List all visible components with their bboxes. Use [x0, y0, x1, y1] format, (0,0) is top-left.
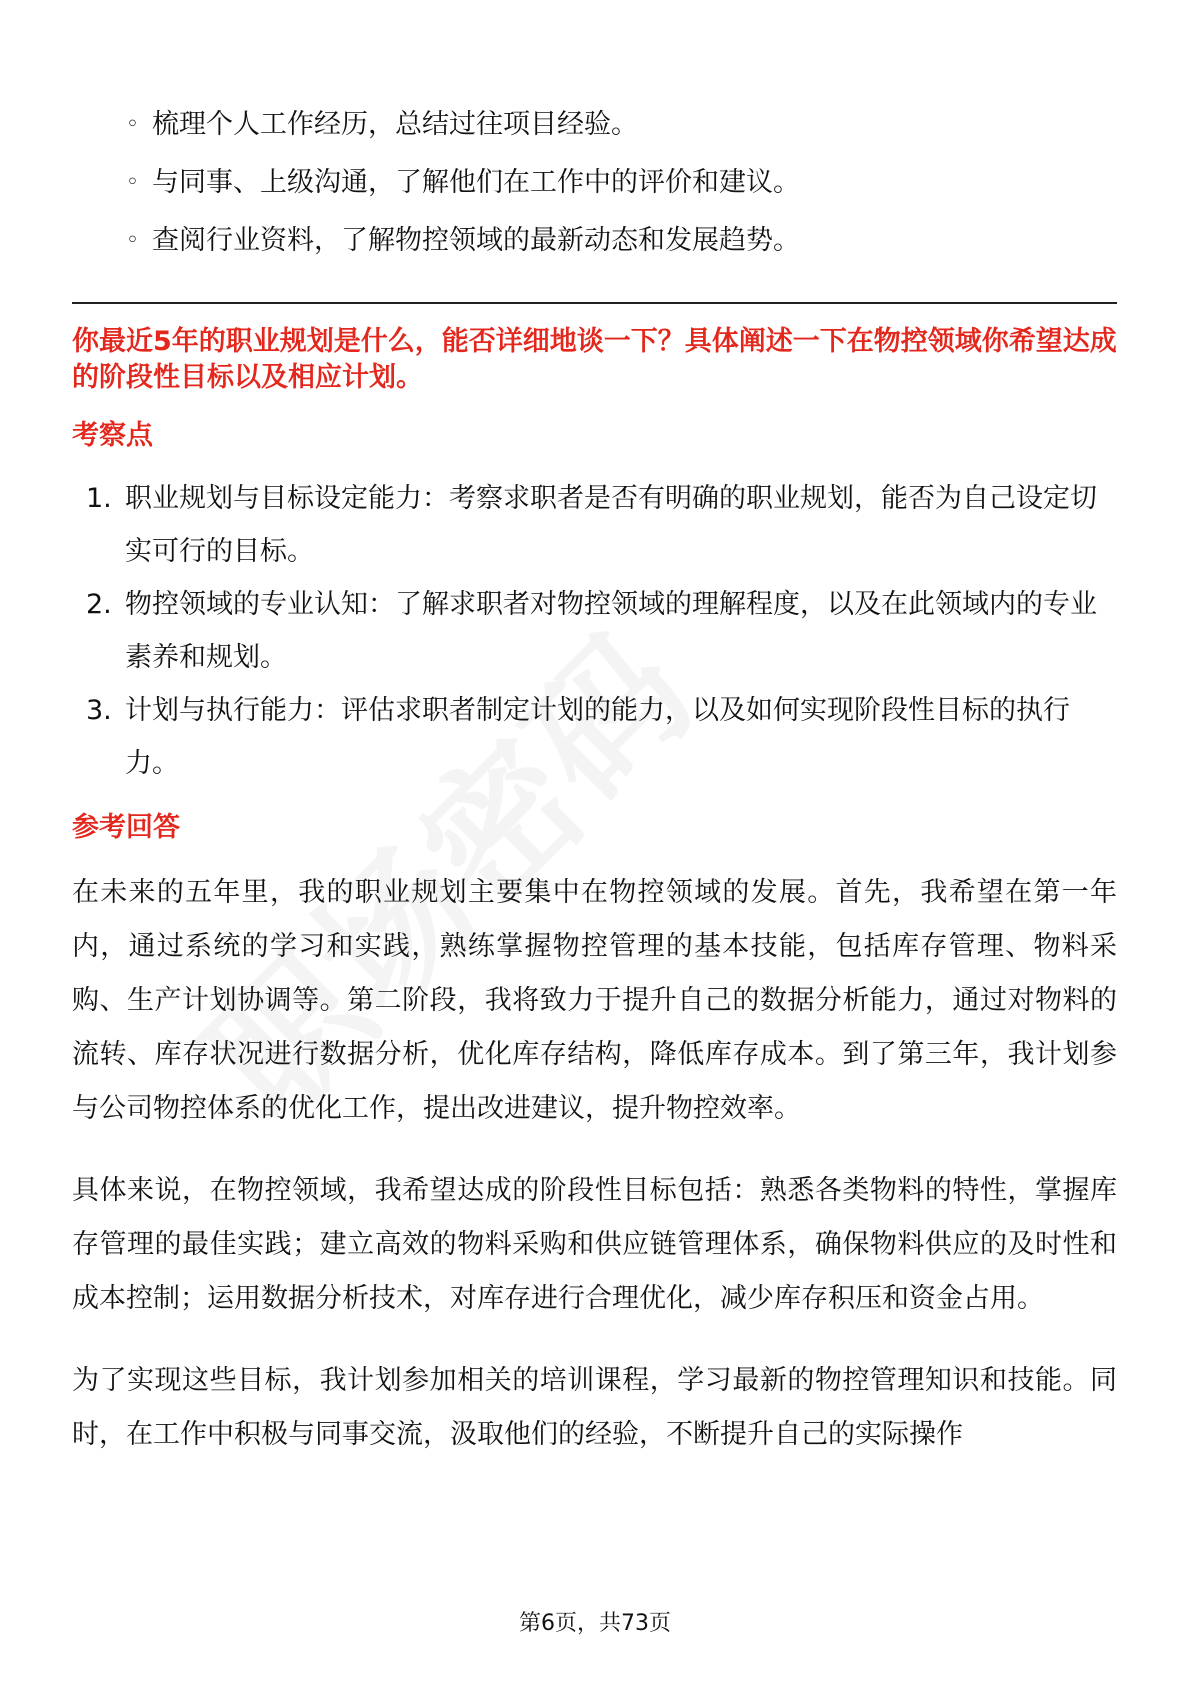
list-number: 2. [86, 589, 112, 620]
question-heading: 你最近5年的职业规划是什么，能否详细地谈一下？具体阐述一下在物控领域你希望达成的阶段性目标以及相应计划。 [72, 326, 1117, 393]
bullet-icon: ◦ [126, 170, 139, 195]
assessment-points-label: 考察点 [72, 420, 153, 451]
list-number: 3. [86, 695, 112, 726]
list-item-text: 查阅行业资料，了解物控领域的最新动态和发展趋势。 [152, 225, 800, 256]
list-item-text: 梳理个人工作经历，总结过往项目经验。 [152, 109, 638, 140]
page-content [72, 96, 1117, 1462]
list-item [126, 154, 1117, 212]
bullet-icon: ◦ [126, 112, 139, 137]
list-item [126, 212, 1117, 270]
list-item-text: 物控领域的专业认知：了解求职者对物控领域的理解程度，以及在此领域内的专业素养和规划。 [125, 589, 1097, 673]
answer-paragraph: 为了实现这些目标，我计划参加相关的培训课程，学习最新的物控管理知识和技能。同时，在工作中积极与同事交流，汲取他们的经验，不断提升自己的实际操作 [72, 1365, 1117, 1450]
section-divider [72, 302, 1117, 304]
list-item [72, 578, 1117, 684]
assessment-points-list [72, 472, 1117, 790]
list-item [126, 96, 1117, 154]
reference-answer-label: 参考回答 [72, 812, 180, 843]
page-footer: 第6页，共73页 [519, 1611, 671, 1636]
list-number: 1. [86, 483, 112, 514]
list-item-text: 职业规划与目标设定能力：考察求职者是否有明确的职业规划，能否为自己设定切实可行的目标。 [125, 483, 1097, 567]
list-item-text: 计划与执行能力：评估求职者制定计划的能力，以及如何实现阶段性目标的执行力。 [125, 695, 1070, 779]
bullet-icon: ◦ [126, 228, 139, 253]
list-item [72, 684, 1117, 790]
list-item-text: 与同事、上级沟通，了解他们在工作中的评价和建议。 [152, 167, 800, 198]
previous-bullet-list [126, 96, 1117, 270]
answer-paragraph: 在未来的五年里，我的职业规划主要集中在物控领域的发展。首先，我希望在第一年内，通过系统的学习和实践，熟练掌握物控管理的基本技能，包括库存管理、物料采购、生产计划协调等。第二阶段，我将致力于提升自己的数据分析能力，通过对物料的流转、库存状况进行数据分析，优化库存结构，降低库存成本。到了第三年，我计划参与公司物控体系的优化工作，提出改进建议，提升物控效率。 [72, 877, 1117, 1124]
answer-paragraph: 具体来说，在物控领域，我希望达成的阶段性目标包括：熟悉各类物料的特性，掌握库存管理的最佳实践；建立高效的物料采购和供应链管理体系，确保物料供应的及时性和成本控制；运用数据分析技术，对库存进行合理优化，减少库存积压和资金占用。 [72, 1175, 1117, 1314]
list-item [72, 472, 1117, 578]
